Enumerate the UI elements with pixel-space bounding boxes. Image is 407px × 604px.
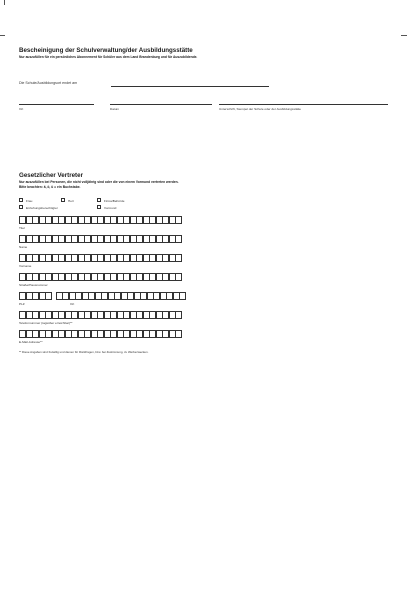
vormund-label: Vormund [104,206,117,210]
plz-ort-field[interactable] [19,292,186,300]
school-section-subtitle: Nur auszufüllen für ein persönliches Abonnement für Schüler aus dem Land Brandenburg und für Auszubildende. [19,55,198,59]
erziehungsberechtigter-checkbox[interactable] [19,205,23,209]
character-box[interactable] [175,273,182,281]
guardian-section-subtitle-2: Bitte beachten: ä, ö, ü = ein Buchstabe. [19,185,81,189]
unterschrift-signature-line[interactable] [219,104,388,105]
firma-label: Firma/Behörde [104,199,125,203]
frau-label: Frau [26,199,33,203]
strasse-label: Straße/Hausnummer [19,283,48,287]
character-box[interactable] [175,254,182,262]
attendance-end-date-line[interactable] [111,86,269,87]
crop-mark-right [401,35,407,36]
vorname-label: Vorname [19,264,32,268]
crop-mark-left [0,35,5,36]
guardian-section-subtitle-1: Nur auszufüllen bei Personen, die nicht volljährig sind oder die von einem Vormund vertreten werden. [19,180,179,184]
datum-label: Datum [110,107,120,111]
school-section-title: Bescheinigung der Schulverwaltung/der Ausbildungsstätte [19,47,193,54]
erziehungsberechtigter-label: Erziehungsberechtigter [26,206,58,210]
telefon-field[interactable] [19,311,182,319]
character-box[interactable] [179,292,186,300]
guardian-section-title: Gesetzlicher Vertreter [19,172,83,179]
telefon-label: Telefonnummer (tagsüber erreichbar)** [19,321,73,325]
email-label: E-Mail-Adresse** [19,340,43,344]
strasse-field[interactable] [19,273,182,281]
firma-checkbox[interactable] [97,198,101,202]
name-label: Name [19,245,28,249]
character-box[interactable] [175,311,182,319]
character-box[interactable] [175,216,182,224]
herr-checkbox[interactable] [61,198,65,202]
vormund-checkbox[interactable] [97,205,101,209]
name-field[interactable] [19,235,182,243]
datum-signature-line[interactable] [110,104,212,105]
ort-signature-line[interactable] [19,104,94,105]
character-box[interactable] [175,330,182,338]
crop-mark-top [4,0,5,5]
footnote: ** Diese Angaben sind freiwillig und dienen für Rückfragen, bzw. bei Zustimmung, zu Werbezwecken. [19,350,149,354]
ort-label: Ort [19,107,24,111]
titel-label: Titel [19,226,25,230]
unterschrift-label: Unterschrift, Stempel der Schule oder der Ausbildungsstätte [219,107,302,111]
email-field[interactable] [19,330,182,338]
attendance-end-text: Die Schule/Ausbildungsort endet am [19,81,78,85]
character-box[interactable] [175,235,182,243]
herr-label: Herr [68,199,75,203]
frau-checkbox[interactable] [19,198,23,202]
vorname-field[interactable] [19,254,182,262]
titel-field[interactable] [19,216,182,224]
ort-field-label: Ort [70,302,75,306]
plz-label: PLZ [19,302,25,306]
